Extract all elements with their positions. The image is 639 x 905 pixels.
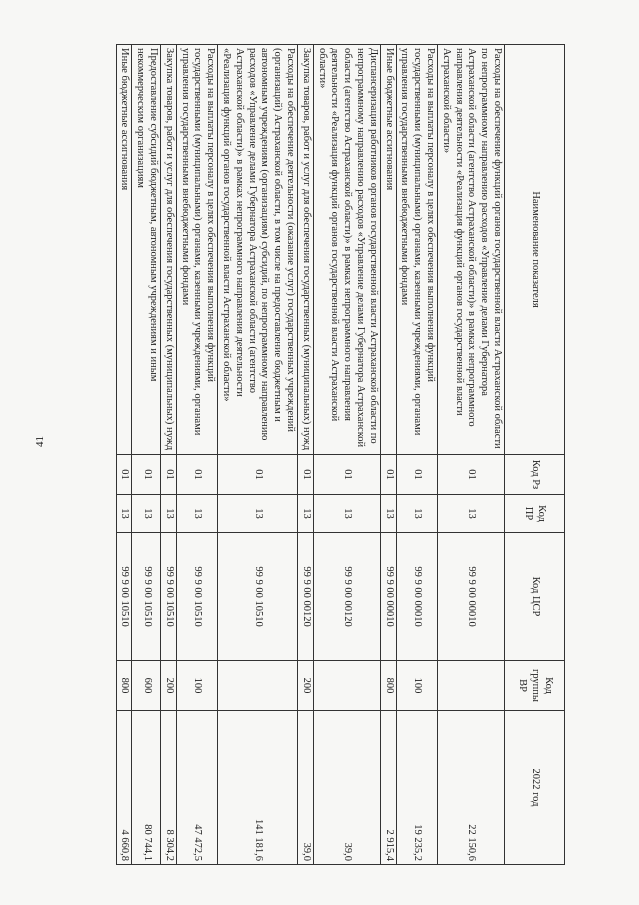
cell-pr: 13 <box>396 495 437 533</box>
cell-csr: 99 9 00 10510 <box>176 533 217 661</box>
cell-name: Предоставление субсидий бюджетным, автономным учреждениям и иным некоммерческим организациям <box>132 45 161 455</box>
cell-y2022: 141 181,6 <box>218 711 298 865</box>
table-row <box>298 45 314 865</box>
cell-rz: 01 <box>313 455 380 495</box>
cell-pr: 13 <box>298 495 314 533</box>
header-rz: Код Рз <box>505 455 565 495</box>
cell-name: Иные бюджетные ассигнования <box>116 45 132 455</box>
table-row <box>116 45 132 865</box>
cell-y2022: 39,0 <box>313 711 380 865</box>
cell-rz: 01 <box>116 455 132 495</box>
table-row <box>132 45 161 865</box>
cell-rz: 01 <box>218 455 298 495</box>
header-csr: Код ЦСР <box>505 533 565 661</box>
cell-csr: 99 9 00 00010 <box>380 533 396 661</box>
cell-vr <box>313 661 380 711</box>
cell-csr: 99 9 00 00120 <box>313 533 380 661</box>
table-row <box>218 45 298 865</box>
cell-y2022: 22 150,6 <box>438 711 505 865</box>
cell-pr: 13 <box>313 495 380 533</box>
cell-vr: 600 <box>132 661 161 711</box>
cell-rz: 01 <box>176 455 217 495</box>
cell-csr: 99 9 00 10510 <box>132 533 161 661</box>
cell-csr: 99 9 00 00010 <box>396 533 437 661</box>
cell-pr: 13 <box>132 495 161 533</box>
cell-name: Расходы на обеспечение функций органов государственной власти Астраханской области по непрограммному направлению расходов «Управление делами Губернатора Астраханской области (агентство Астраханской области)» в рамках непрограммного направления деятельности «Реализация функций органов государственной власти Астраханской области» <box>438 45 505 455</box>
cell-pr: 13 <box>116 495 132 533</box>
cell-name: Закупка товаров, работ и услуг для обеспечения государственных (муниципальных) нужд <box>298 45 314 455</box>
cell-csr: 99 9 00 10510 <box>161 533 177 661</box>
cell-pr: 13 <box>438 495 505 533</box>
cell-csr: 99 9 00 10510 <box>116 533 132 661</box>
page-number: 41 <box>34 436 46 447</box>
cell-pr: 13 <box>161 495 177 533</box>
header-vr: Код группы ВР <box>505 661 565 711</box>
cell-y2022: 80 744,1 <box>132 711 161 865</box>
cell-rz: 01 <box>132 455 161 495</box>
cell-name: Закупка товаров, работ и услуг для обеспечения государственных (муниципальных) нужд <box>161 45 177 455</box>
cell-vr: 100 <box>396 661 437 711</box>
cell-rz: 01 <box>298 455 314 495</box>
cell-pr: 13 <box>176 495 217 533</box>
cell-vr: 200 <box>161 661 177 711</box>
cell-csr: 99 9 00 10510 <box>218 533 298 661</box>
cell-name: Расходы на выплаты персоналу в целях обеспечения выполнения функций государственными (муниципальными) органами, казенными учреждениями, органами управления государственными внебюджетными фондами <box>176 45 217 455</box>
cell-y2022: 8 304,2 <box>161 711 177 865</box>
cell-name: Расходы на выплаты персоналу в целях обеспечения выполнения функций государственными (муниципальными) органами, казенными учреждениями, органами управления государственными внебюджетными фондами <box>396 45 437 455</box>
budget-table <box>116 44 565 865</box>
cell-y2022: 2 915,4 <box>380 711 396 865</box>
cell-name: Расходы на обеспечение деятельности (оказание услуг) государственных учреждений (организаций) Астраханской области, в том числе на предоставление бюджетным и автономным учреждениям (организациям) субсидий, по непрограммному направлению расходов «Управление делами Губернатора Астраханской области (агентство Астраханской области)» в рамках непрограммного направления деятельности «Реализация функций органов государственной власти Астраханской области» <box>218 45 298 455</box>
cell-csr: 99 9 00 00010 <box>438 533 505 661</box>
cell-y2022: 19 235,2 <box>396 711 437 865</box>
table-row <box>396 45 437 865</box>
cell-pr: 13 <box>218 495 298 533</box>
cell-y2022: 47 472,5 <box>176 711 217 865</box>
cell-y2022: 39,0 <box>298 711 314 865</box>
header-pr: Код ПР <box>505 495 565 533</box>
cell-vr: 800 <box>380 661 396 711</box>
table-row <box>380 45 396 865</box>
cell-rz: 01 <box>396 455 437 495</box>
cell-vr: 100 <box>176 661 217 711</box>
header-name: Наименование показателя <box>505 45 565 455</box>
cell-rz: 01 <box>380 455 396 495</box>
cell-vr: 200 <box>298 661 314 711</box>
cell-rz: 01 <box>161 455 177 495</box>
cell-csr: 99 9 00 00120 <box>298 533 314 661</box>
cell-y2022: 4 660,8 <box>116 711 132 865</box>
cell-vr <box>218 661 298 711</box>
cell-pr: 13 <box>380 495 396 533</box>
table-row <box>313 45 380 865</box>
cell-name: Иные бюджетные ассигнования <box>380 45 396 455</box>
rotated-page-content <box>119 44 565 864</box>
cell-vr: 800 <box>116 661 132 711</box>
cell-rz: 01 <box>438 455 505 495</box>
table-row <box>176 45 217 865</box>
table-row <box>161 45 177 865</box>
cell-name: Диспансеризация работников органов государственной власти Астраханской области по непрограммному направлению расходов «Управление делами Губернатора Астраханской области (агентство Астраханской области)» в рамках непрограммного направления деятельности «Реализация функций органов государственной власти Астраханской области» <box>313 45 380 455</box>
header-2022: 2022 год <box>505 711 565 865</box>
table-row <box>438 45 505 865</box>
cell-vr <box>438 661 505 711</box>
